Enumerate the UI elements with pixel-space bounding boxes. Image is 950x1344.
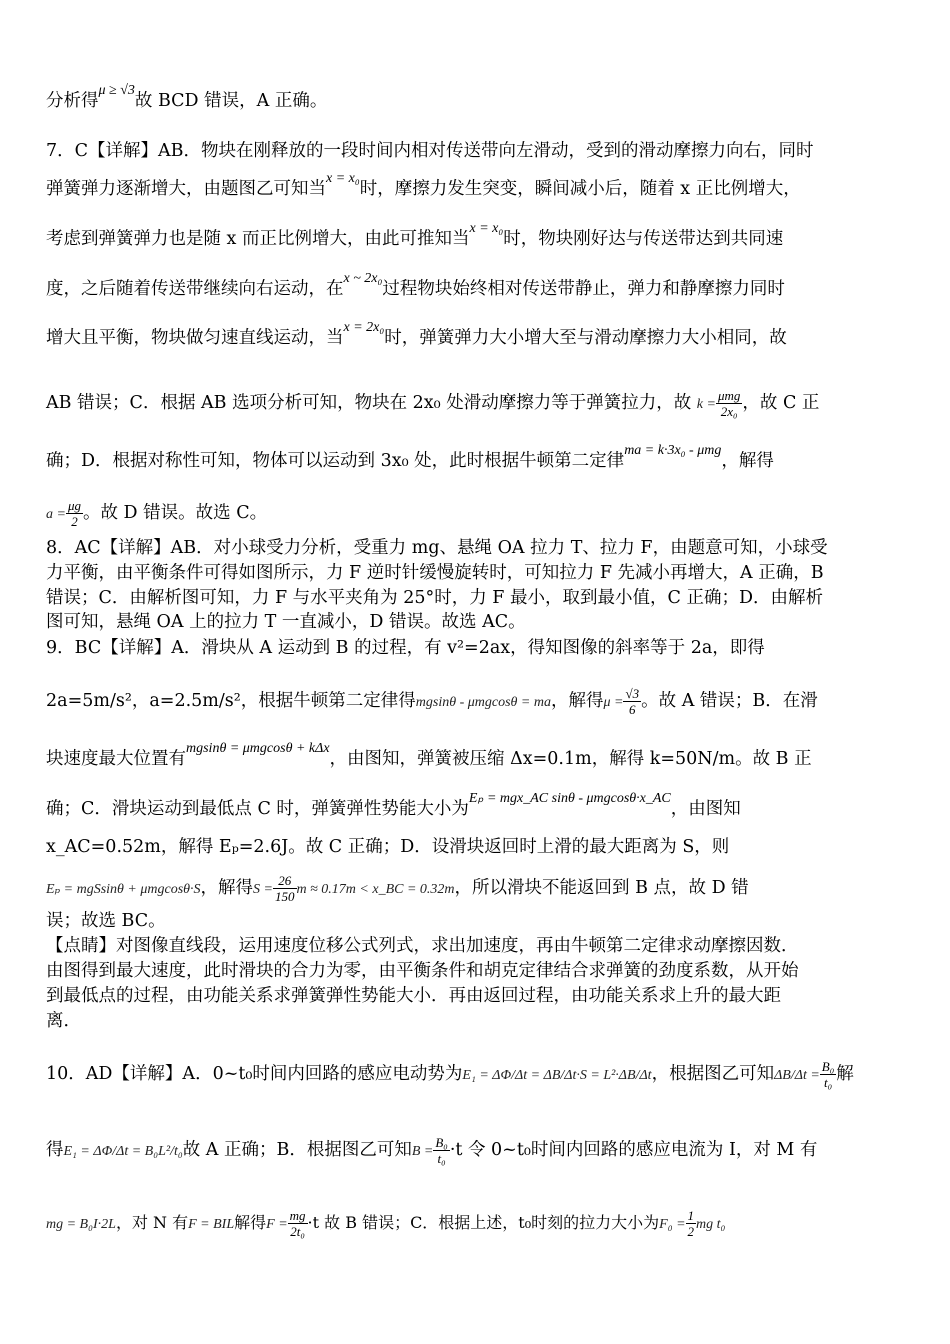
inline-equation: mgsinθ = μmgcosθ + kΔx	[186, 741, 330, 756]
fraction-numerator: μmg	[717, 388, 741, 403]
fraction	[288, 1208, 308, 1239]
inline-equation: F₀ =	[659, 1217, 686, 1232]
text-line	[46, 873, 749, 904]
fraction-denominator: t₀	[823, 1075, 833, 1090]
fraction-numerator: B₀	[435, 1135, 448, 1150]
fraction-numerator: μg	[67, 498, 81, 513]
text-line	[46, 587, 823, 609]
line-text: ，根据图乙可知	[651, 1064, 775, 1084]
text-line	[46, 562, 824, 584]
line-text: 10．AD【详解】A．0~t₀时间内回路的感应电动势为	[46, 1064, 463, 1084]
fraction	[623, 686, 641, 717]
line-text: 弹簧弹力逐渐增大，由题图乙可知当	[46, 179, 326, 199]
text-line	[46, 791, 741, 822]
text-line	[46, 388, 819, 419]
inline-equation: S =	[253, 882, 273, 897]
line-text: 得	[46, 1140, 64, 1160]
line-text: 9．BC【详解】A．滑块从 A 运动到 B 的过程，有 v²=2ax，得知图像的斜率等于 2a，即得	[46, 638, 765, 658]
line-text: ，由图知，弹簧被压缩 Δx=0.1m，解得 k=50N/m。故 B 正	[329, 749, 812, 769]
inline-equation: μ =	[603, 695, 624, 710]
inline-equation: m ≈ 0.17m < x_BC = 0.32m	[296, 882, 455, 897]
fraction-denominator: 2	[71, 514, 78, 529]
line-text: 时，摩擦力发生突变，瞬间减小后，随着 x 正比例增大，	[359, 179, 801, 199]
inline-equation: Eₚ = mgx_AC sinθ - μmgcosθ·x_AC	[468, 791, 671, 806]
text-line	[46, 1208, 725, 1239]
text-line	[46, 935, 799, 957]
fraction	[686, 1208, 697, 1239]
text-line	[46, 171, 801, 202]
text-line	[46, 221, 784, 252]
text-line	[46, 1135, 817, 1166]
fraction	[273, 873, 297, 904]
line-text: 2a=5m/s²，a=2.5m/s²，根据牛顿第二定律得	[46, 691, 416, 711]
inline-equation: ΔB/Δt =	[774, 1068, 820, 1083]
fraction-denominator: 2	[687, 1224, 695, 1239]
line-text: 错误；C．由解析图可知，力 F 与水平夹角为 25°时，力 F 最小，取到最小值，C 正确；D．由解析	[46, 588, 823, 608]
text-line	[46, 271, 785, 302]
fraction	[433, 1135, 449, 1166]
line-text: 误；故选 BC。	[46, 911, 166, 931]
fraction-denominator: 150	[275, 889, 295, 904]
line-text: ，所以滑块不能返回到 B 点，故 D 错	[454, 878, 749, 898]
line-text: 8．AC【详解】AB．对小球受力分析，受重力 mg、悬绳 OA 拉力 T、拉力 F，由题意可知，小球受	[46, 538, 828, 558]
fraction	[820, 1059, 836, 1090]
inline-equation: E₁ = ΔΦ/Δt = B₀L²/t₀	[63, 1144, 183, 1159]
fraction-denominator: 2t₀	[290, 1224, 305, 1239]
inline-equation: μ ≥ √3	[98, 83, 135, 98]
line-text: 增大且平衡，物块做匀速直线运动，当	[46, 328, 344, 348]
line-text: x_AC=0.52m，解得 Eₚ=2.6J。故 C 正确；D．设滑块返回时上滑的最大距离为 S，则	[46, 837, 730, 857]
line-text: ，解得	[200, 878, 254, 898]
inline-equation: Eₚ = mgSsinθ + μmgcosθ·S	[46, 882, 201, 897]
fraction-numerator: mg	[289, 1208, 306, 1223]
line-text: 时，物块刚好达与传送带达到共同速	[503, 229, 784, 249]
inline-equation: mg = B₀I·2L	[46, 1217, 116, 1232]
line-text: ，解得	[551, 691, 604, 711]
line-text: ，由图知	[670, 799, 741, 819]
inline-equation: x = x₀	[326, 171, 360, 186]
inline-equation: a =	[46, 507, 66, 522]
fraction-numerator: 1	[687, 1208, 695, 1223]
fraction-denominator: 6	[629, 702, 636, 717]
fraction-numerator: 26	[273, 873, 297, 889]
text-line	[46, 320, 787, 351]
line-text: 。故 D 错误。故选 C。	[82, 503, 268, 523]
fraction	[66, 498, 83, 529]
text-line	[46, 443, 774, 474]
line-text: 过程物块始终相对传送带静止，弹力和静摩擦力同时	[382, 279, 785, 299]
line-text: 确；D．根据对称性可知，物体可以运动到 3x₀ 处，此时根据牛顿第二定律	[46, 451, 625, 471]
inline-equation: k =	[696, 397, 716, 412]
inline-equation: x = x₀	[469, 221, 504, 236]
inline-equation: E₁ = ΔΦ/Δt = ΔB/Δt·S = L²·ΔB/Δt	[462, 1068, 652, 1083]
inline-equation: x = 2x₀	[343, 320, 385, 335]
line-text: 故 A 正确；B．根据图乙可知	[182, 1140, 412, 1160]
line-text: 由图得到最大速度，此时滑块的合力为零，由平衡条件和胡克定律结合求弹簧的劲度系数，从开始	[46, 961, 799, 981]
inline-equation: F = BIL	[188, 1217, 235, 1232]
line-text: ，解得	[721, 451, 774, 471]
text-line	[46, 1059, 854, 1090]
line-text: 离．	[46, 1011, 81, 1031]
line-text: 考虑到弹簧弹力也是随 x 而正比例增大，由此可推知当	[46, 229, 470, 249]
line-text: 解	[836, 1064, 854, 1084]
fraction	[716, 388, 742, 419]
line-text: 时，弹簧弹力大小增大至与滑动摩擦力大小相同，故	[384, 328, 787, 348]
line-text: 分析得	[46, 91, 99, 111]
text-line	[46, 910, 166, 932]
line-text: 【点睛】对图像直线段，运用速度位移公式列式，求出加速度，再由牛顿第二定律求动摩擦因数．	[46, 936, 799, 956]
text-line	[46, 498, 267, 529]
fraction-numerator: √3	[625, 686, 640, 701]
text-line	[46, 537, 828, 559]
line-text: AB 错误；C．根据 AB 选项分析可知，物块在 2x₀ 处滑动摩擦力等于弹簧拉力，故	[46, 393, 692, 413]
fraction-denominator: t₀	[437, 1151, 446, 1166]
text-line	[46, 985, 781, 1007]
text-line	[46, 140, 814, 162]
line-text: 度，之后随着传送带继续向右运动，在	[46, 279, 344, 299]
line-text: 。故 A 错误；B．在滑	[641, 691, 818, 711]
text-line	[46, 637, 765, 659]
text-line	[46, 836, 729, 858]
line-text: 7．C【详解】AB．物块在刚释放的一段时间内相对传送带向左滑动，受到的滑动摩擦力向右，同时	[46, 141, 814, 161]
text-line	[46, 741, 812, 772]
line-text: 力平衡，由平衡条件可得如图所示，力 F 逆时针缓慢旋转时，可知拉力 F 先减小再增大，A 正确，B	[46, 563, 824, 583]
inline-equation: ma = k·3x₀ - μmg	[624, 443, 722, 458]
line-text: 块速度最大位置有	[46, 749, 186, 769]
line-text: 图可知，悬绳 OA 上的拉力 T 一直减小，D 错误。故选 AC。	[46, 612, 526, 632]
text-line	[46, 611, 526, 633]
line-text: 确；C．滑块运动到最低点 C 时，弹簧弹性势能大小为	[46, 799, 469, 819]
inline-equation: x ~ 2x₀	[343, 271, 383, 286]
line-text: ·t 故 B 错误；C．根据上述，t₀时刻的拉力大小为	[307, 1213, 660, 1232]
text-line	[46, 686, 818, 717]
line-text: 到最低点的过程，由功能关系求弹簧弹性势能大小．再由返回过程，由功能关系求上升的最大距	[46, 986, 781, 1006]
inline-equation: mgsinθ - μmgcosθ = ma	[415, 695, 551, 710]
fraction-denominator: 2x₀	[720, 404, 738, 419]
line-text: ，故 C 正	[742, 393, 820, 413]
inline-equation: F =	[266, 1217, 288, 1232]
line-text: 解得	[234, 1213, 267, 1232]
text-line	[46, 960, 799, 982]
line-text: 故 BCD 错误，A 正确。	[134, 91, 328, 111]
line-text: ·t 令 0~t₀时间内回路的感应电流为 I，对 M 有	[449, 1140, 818, 1160]
text-line	[46, 1010, 81, 1032]
inline-equation: mg t₀	[696, 1217, 726, 1232]
text-line	[46, 83, 328, 114]
line-text: ，对 N 有	[115, 1213, 189, 1232]
fraction-numerator: B₀	[821, 1059, 835, 1074]
inline-equation: B =	[411, 1144, 434, 1159]
